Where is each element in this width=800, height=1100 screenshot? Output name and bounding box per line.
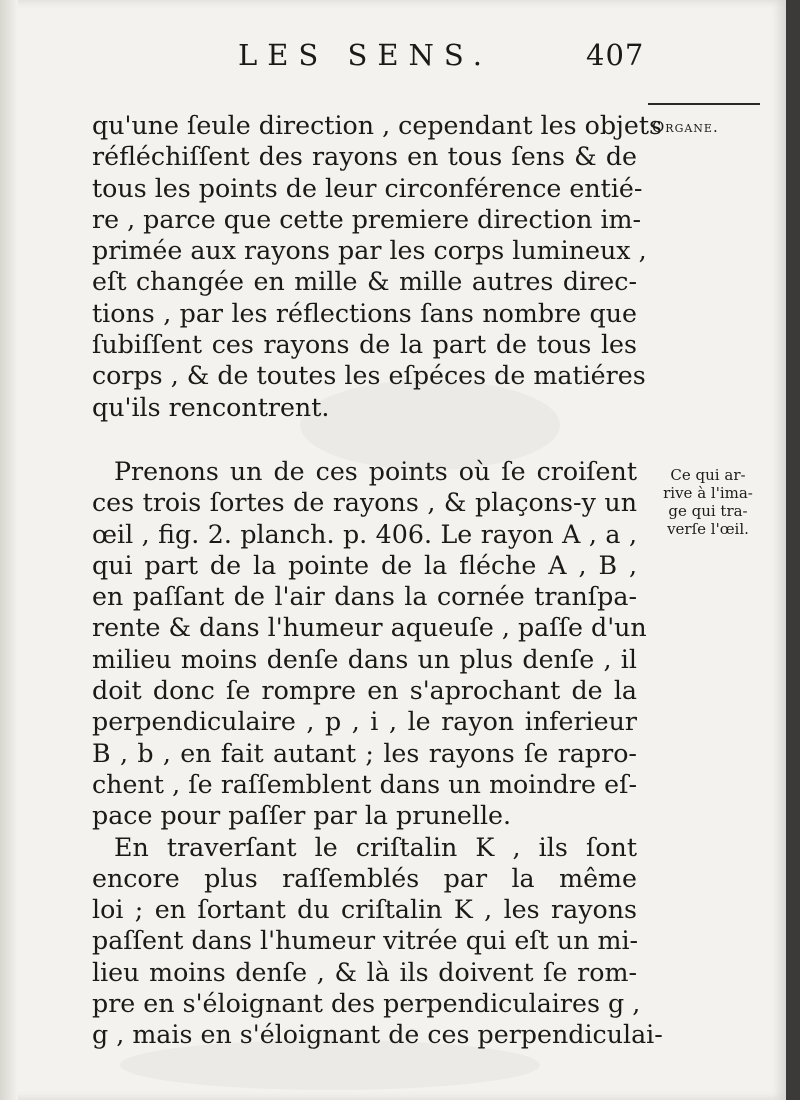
- paragraph-1: [92, 110, 663, 423]
- scan-edge: [786, 0, 800, 1100]
- text-line: g , mais en s'éloignant de ces perpendiculai-: [92, 1020, 663, 1050]
- text-line: rente & dans l'humeur aqueuſe , paſſe d'un: [92, 613, 647, 643]
- text-line: doit donc ſe rompre en s'aprochant de la: [92, 676, 637, 706]
- margin-note-organe: Organe.: [652, 118, 719, 136]
- text-line: loi ; en ſortant du criſtalin K , les rayons: [92, 895, 637, 925]
- text-line: B , b , en fait autant ; les rayons ſe rapro-: [92, 738, 637, 768]
- text-line: encore plus raſſemblés par la même: [92, 863, 637, 893]
- running-head: LES SENS.: [238, 38, 492, 72]
- text-line: pre en s'éloignant des perpendiculaires g ,: [92, 989, 641, 1019]
- text-line: qu'une ſeule direction , cependant les objets: [92, 111, 663, 140]
- text-line: tous les points de leur circonférence entié-: [92, 173, 643, 203]
- text-line: paſſent dans l'humeur vitrée qui eſt un mi-: [92, 926, 639, 956]
- margin-rule: [648, 103, 760, 105]
- text-line: réfléchiſſent des rayons en tous ſens & de: [92, 142, 637, 172]
- text-line: pace pour paſſer par la prunelle.: [92, 801, 512, 831]
- page-header: [238, 38, 645, 78]
- text-line: ces trois ſortes de rayons , & plaçons-y un: [92, 488, 637, 518]
- text-line: perpendiculaire , p , i , le rayon inferieur: [92, 707, 637, 737]
- text-line: milieu moins denſe dans un plus denſe , il: [92, 644, 637, 674]
- text-line: chent , ſe raſſemblent dans un moindre eſ-: [92, 769, 637, 799]
- text-line: qu'ils rencontrent.: [92, 392, 330, 422]
- margin-note-line: ge qui tra-: [668, 502, 748, 520]
- margin-note-image: [650, 466, 766, 538]
- text-line: corps , & de toutes les eſpéces de matiéres: [92, 361, 646, 391]
- text-line: en paſſant de l'air dans la cornée tranſpa-: [92, 582, 637, 612]
- text-line: primée aux rayons par les corps lumineux ,: [92, 236, 647, 266]
- paragraph-2: [92, 456, 663, 1051]
- text-line: ſubiſſent ces rayons de la part de tous les: [92, 330, 637, 360]
- margin-note-line: verſe l'œil.: [667, 520, 749, 538]
- text-line: œil , fig. 2. planch. p. 406. Le rayon A , a ,: [92, 519, 637, 549]
- text-line: qui part de la pointe de la fléche A , B ,: [92, 550, 637, 580]
- text-line: lieu moins denſe , & là ils doivent ſe rom-: [92, 957, 637, 987]
- page-gutter: [0, 0, 18, 1100]
- text-line: Prenons un de ces points où ſe croiſent: [114, 457, 637, 486]
- text-line: En traverſant le criſtalin K , ils ſont: [114, 832, 637, 862]
- text-line: re , parce que cette premiere direction im-: [92, 204, 642, 234]
- page-number: 407: [586, 38, 645, 72]
- margin-note-line: Ce qui ar-: [670, 466, 746, 484]
- text-line: eſt changée en mille & mille autres direc-: [92, 267, 637, 297]
- margin-note-line: rive à l'ima-: [663, 484, 753, 502]
- text-line: tions , par les réflections ſans nombre que: [92, 298, 637, 328]
